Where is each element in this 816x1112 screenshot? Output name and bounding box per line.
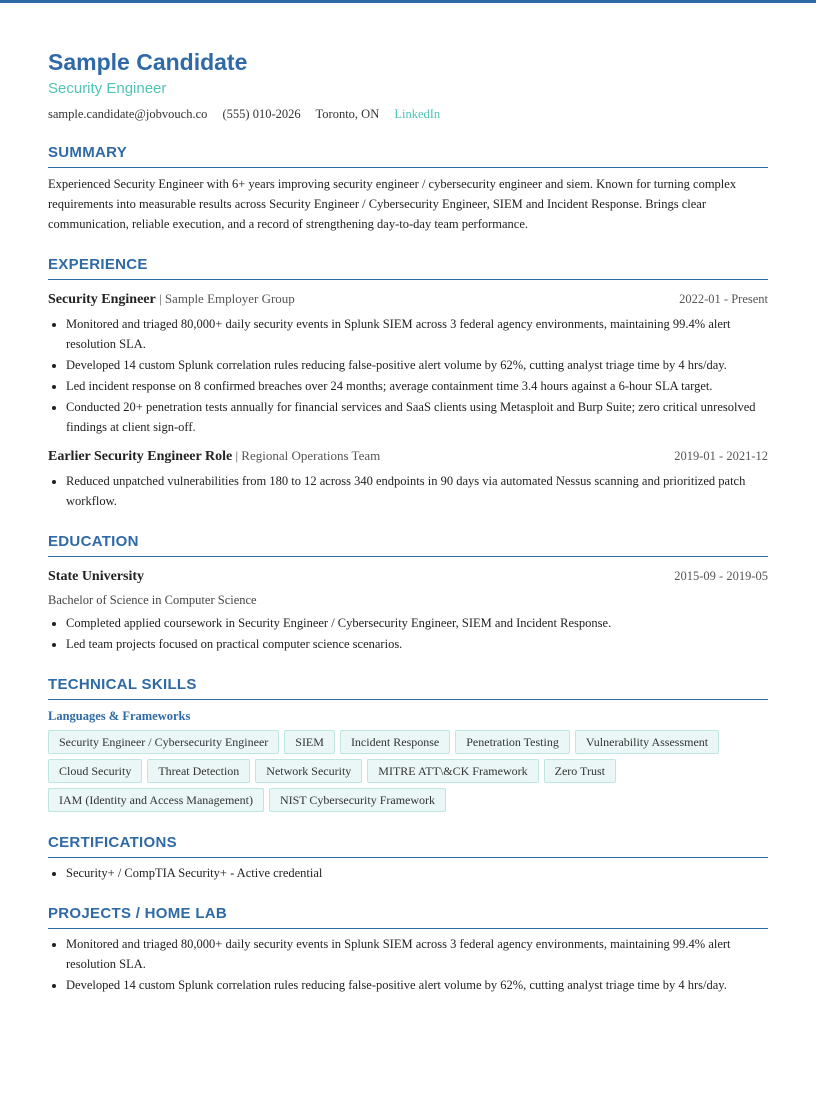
job-bullets <box>48 471 768 511</box>
list-item: • Conducted 20+ penetration tests annually for financial services and SaaS clients using Metasploit and Burp Suite; zero critical unresolved findings at client sign-off. <box>66 397 768 437</box>
skill-chip: Vulnerability Assessment <box>575 730 719 754</box>
skills-heading: TECHNICAL SKILLS <box>48 676 768 700</box>
job-dates: 2022-01 - Present <box>679 292 768 306</box>
skill-chip: IAM (Identity and Access Management) <box>48 788 264 812</box>
candidate-name: Sample Candidate <box>48 49 248 75</box>
candidate-role: Security Engineer <box>48 80 167 97</box>
job-org: Regional Operations Team <box>241 448 381 463</box>
skill-chip: Security Engineer / Cybersecurity Engineer <box>48 730 279 754</box>
list-item: • Monitored and triaged 80,000+ daily security events in Splunk SIEM across 3 federal agency environments, maintaining 99.4% alert resolution SLA. <box>66 314 768 354</box>
job-entry <box>48 447 768 511</box>
skill-chip: Network Security <box>255 759 362 783</box>
skill-chip: Threat Detection <box>147 759 250 783</box>
contact-phone: (555) 010-2026 <box>222 107 301 121</box>
job-separator: | <box>235 448 242 463</box>
job-title: Earlier Security Engineer Role <box>48 449 233 464</box>
skill-chip: Zero Trust <box>544 759 616 783</box>
education-dates: 2015-09 - 2019-05 <box>674 569 768 583</box>
education-bullets <box>48 613 768 654</box>
experience-heading: EXPERIENCE <box>48 256 768 280</box>
education-section <box>48 533 768 654</box>
job-bullets <box>48 314 768 437</box>
resume-page <box>48 46 768 996</box>
experience-section <box>48 256 768 511</box>
top-accent-bar <box>0 0 816 3</box>
job-separator: | <box>158 291 165 306</box>
contact-email[interactable]: sample.candidate@jobvouch.co <box>48 107 208 121</box>
certifications-section <box>48 834 768 883</box>
job-dates: 2019-01 - 2021-12 <box>674 449 768 463</box>
skill-chips <box>48 730 768 812</box>
list-item: • Developed 14 custom Splunk correlation rules reducing false-positive alert volume by 62%, cutting analyst triage time by 4 hrs/day. <box>66 975 768 995</box>
skill-chip: Cloud Security <box>48 759 142 783</box>
skill-chip: SIEM <box>284 730 335 754</box>
list-item: • Reduced unpatched vulnerabilities from 180 to 12 across 340 endpoints in 90 days via automated Nessus scanning and prioritized patch workflow. <box>66 471 768 511</box>
projects-heading: PROJECTS / HOME LAB <box>48 905 768 929</box>
job-title: Security Engineer <box>48 292 156 307</box>
skill-chip: NIST Cybersecurity Framework <box>269 788 446 812</box>
contact-location: Toronto, ON <box>315 107 380 121</box>
skill-chip: MITRE ATT\&CK Framework <box>367 759 538 783</box>
skill-chip: Incident Response <box>340 730 450 754</box>
linkedin-link[interactable]: LinkedIn <box>394 107 441 121</box>
list-item: • Developed 14 custom Splunk correlation rules reducing false-positive alert volume by 62%, cutting analyst triage time by 4 hrs/day. <box>66 355 768 375</box>
school-name: State University <box>48 569 145 584</box>
list-item: • Security+ / CompTIA Security+ - Active credential <box>66 863 768 883</box>
contact-line <box>48 106 768 122</box>
job-org: Sample Employer Group <box>164 291 295 306</box>
skills-section <box>48 676 768 812</box>
certifications-heading: CERTIFICATIONS <box>48 834 768 858</box>
list-item: • Monitored and triaged 80,000+ daily security events in Splunk SIEM across 3 federal agency environments, maintaining 99.4% alert resolution SLA. <box>66 934 768 974</box>
job-entry <box>48 290 768 437</box>
project-list <box>48 934 768 995</box>
summary-heading: SUMMARY <box>48 144 768 168</box>
summary-text: Experienced Security Engineer with 6+ years improving security engineer / cybersecurity engineer and siem. Known for turning complex requirements into measurable results across Security Engineer / Cybersecurity Engineer, SIEM and Incident Response. Brings clear communication, reliable execution, and a record of strengthening day-to-day team performance. <box>48 177 737 231</box>
projects-section <box>48 905 768 995</box>
list-item: • Led incident response on 8 confirmed breaches over 24 months; average containment time 3.4 hours against a 6-hour SLA target. <box>66 376 768 396</box>
skill-chip: Penetration Testing <box>455 730 570 754</box>
certification-list <box>48 863 768 883</box>
list-item: • Led team projects focused on practical computer science scenarios. <box>66 634 768 654</box>
summary-section <box>48 144 768 234</box>
skill-category: Languages & Frameworks <box>48 709 191 723</box>
education-heading: EDUCATION <box>48 533 768 557</box>
list-item: • Completed applied coursework in Security Engineer / Cybersecurity Engineer, SIEM and Incident Response. <box>66 613 768 633</box>
degree: Bachelor of Science in Computer Science <box>48 593 257 607</box>
